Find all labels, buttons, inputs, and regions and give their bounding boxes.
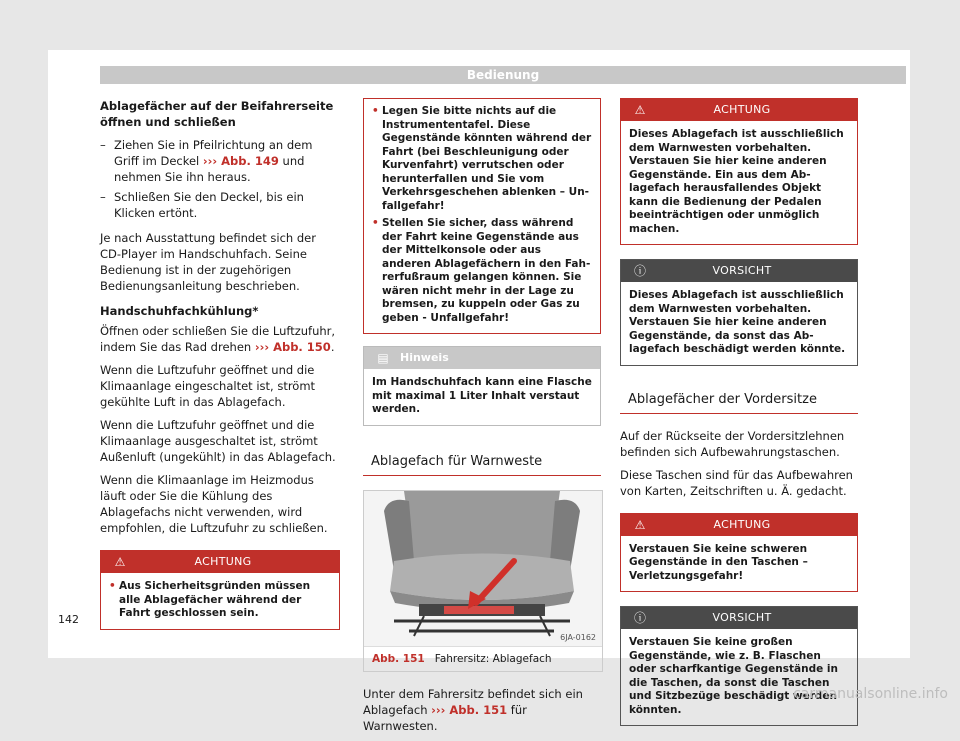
step-item: – Schließen Sie den Deckel, bis ein Klicken ertönt. <box>100 190 304 220</box>
step-item: – Ziehen Sie in Pfeilrichtung an dem Griff im Deckel ››› Abb. 149 und nehmen Sie ihn heraus. <box>100 138 313 184</box>
figure <box>363 490 603 672</box>
paragraph: Unter dem Fahrersitz befindet sich ein Ablagefach ››› Abb. 151 für Warnwesten. <box>363 686 583 733</box>
paragraph: Wenn die Klimaanlage im Heizmodus läuft oder Sie die Kühlung des Ablagefachs nicht verwenden, wird empfohlen, die Luftzufuhr zu schließen. <box>100 473 328 535</box>
watermark: carmanualsonline.info <box>793 686 948 702</box>
section-title: Ablagefächer der Vordersitze <box>620 392 858 414</box>
warning-triangle-icon: ⚠ <box>634 103 646 117</box>
figure-link[interactable]: ››› Abb. 149 <box>202 154 279 168</box>
warning-item: • Legen Sie bitte nichts auf die Instrumententafel. Diese Gegenstände könnten während der Fahrt (bei Beschleunigung oder Kurvenfahrt) verrutschen oder herunterfallen und Sie vom Verkehrsgeschehen ablenken – Unfallgefahr! <box>372 105 592 212</box>
warning-triangle-icon: ⚠ <box>634 517 646 532</box>
caution-icon: ⓘ <box>633 264 646 278</box>
page-number: 142 <box>58 613 79 626</box>
subheading: Handschuhfachkühlung* <box>100 304 259 318</box>
page-header: Bedienung <box>100 66 906 84</box>
column-middle <box>363 98 601 741</box>
section-title: Ablagefach für Warnweste <box>363 454 601 476</box>
figure-link[interactable]: ››› Abb. 151 <box>431 702 508 717</box>
section-heading: Ablagefächer auf der Beifahrerseite öffnen und schließen <box>100 99 334 129</box>
warning-box-continued <box>363 98 601 334</box>
warning-item: • Stellen Sie sicher, dass während der Fahrt keine Gegenstände aus der Mittelkonsole oder aus anderen Ablagefächern in den Fahrerfußraum gelangen können. Sie wären nicht mehr in der Lage zu bremsen, zu kuppeln oder Gas zu geben - Unfallgefahr! <box>372 217 591 324</box>
figure-link[interactable]: ››› Abb. 150 <box>254 340 331 354</box>
paragraph: Öffnen oder schließen Sie die Luftzufuhr, indem Sie das Rad drehen ››› Abb. 150. <box>100 324 336 354</box>
warning-triangle-icon: ⚠ <box>114 555 126 569</box>
figure-code: 6JA-0162 <box>560 632 596 642</box>
column-left <box>100 98 340 644</box>
warning-header: ⚠ ACHTUNG <box>101 551 339 573</box>
paragraph: Wenn die Luftzufuhr geöffnet und die Klimaanlage ausgeschaltet ist, strömt Außenluft (ungekühlt) in das Ablagefach. <box>100 418 336 464</box>
paragraph: Wenn die Luftzufuhr geöffnet und die Klimaanlage eingeschaltet ist, strömt gekühlte Luft in das Ablagefach. <box>100 363 316 409</box>
note-box: ▤ Hinweis Im Handschuhfach kann eine Flasche mit maximal 1 Liter Inhalt verstaut werden. <box>363 346 601 426</box>
note-icon: ▤ <box>377 351 389 365</box>
figure-caption: Abb. 151 Fahrersitz: Ablagefach <box>364 646 602 671</box>
paragraph: Auf der Rückseite der Vordersitzlehnen befinden sich Aufbewahrungstaschen. <box>620 428 845 459</box>
caution-box: ⓘ VORSICHT Verstauen Sie keine großen Gegenstände, wie z. B. Flaschen oder scharfkantige Gegenstände in die Taschen, da sonst die Taschen und Sitzbezüge beschädigt werden könnten. <box>620 606 858 726</box>
paragraph: Diese Taschen sind für das Aufbewahren von Karten, Zeitschriften u. Ä. gedacht. <box>620 467 853 498</box>
caution-icon: ⓘ <box>633 611 646 625</box>
seat-image <box>364 491 602 646</box>
column-right <box>620 98 858 740</box>
warning-box: ⚠ ACHTUNG Verstauen Sie keine schweren Gegenstände in den Taschen – Verletzungsgefahr! <box>620 513 858 593</box>
paragraph: Je nach Ausstattung befindet sich der CD-Player im Handschuhfach. Seine Bedienung ist in der zugehörigen Bedienungsanleitung beschrieben. <box>100 231 316 293</box>
warning-item: • Aus Sicherheitsgründen müssen alle Ablagefächer während der Fahrt geschlossen sein. <box>109 580 311 619</box>
warning-box: ⚠ ACHTUNG Dieses Ablagefach ist ausschließlich dem Warnwesten vorbehalten. Verstauen Sie hier keine anderen Gegenstände. Ein aus dem Ablagefach herausfallendes Objekt kann die Bedienung der Pedalen beeinträchtigen oder unmöglich machen. <box>620 98 858 245</box>
warning-box <box>100 550 340 630</box>
note-header: ▤ Hinweis <box>364 347 600 369</box>
caution-box: ⓘ VORSICHT Dieses Ablagefach ist ausschließlich dem Warnwesten vorbehalten. Verstauen Sie hier keine anderen Gegenstände, da sonst das Ablagefach beschädigt werden könnte. <box>620 259 858 366</box>
